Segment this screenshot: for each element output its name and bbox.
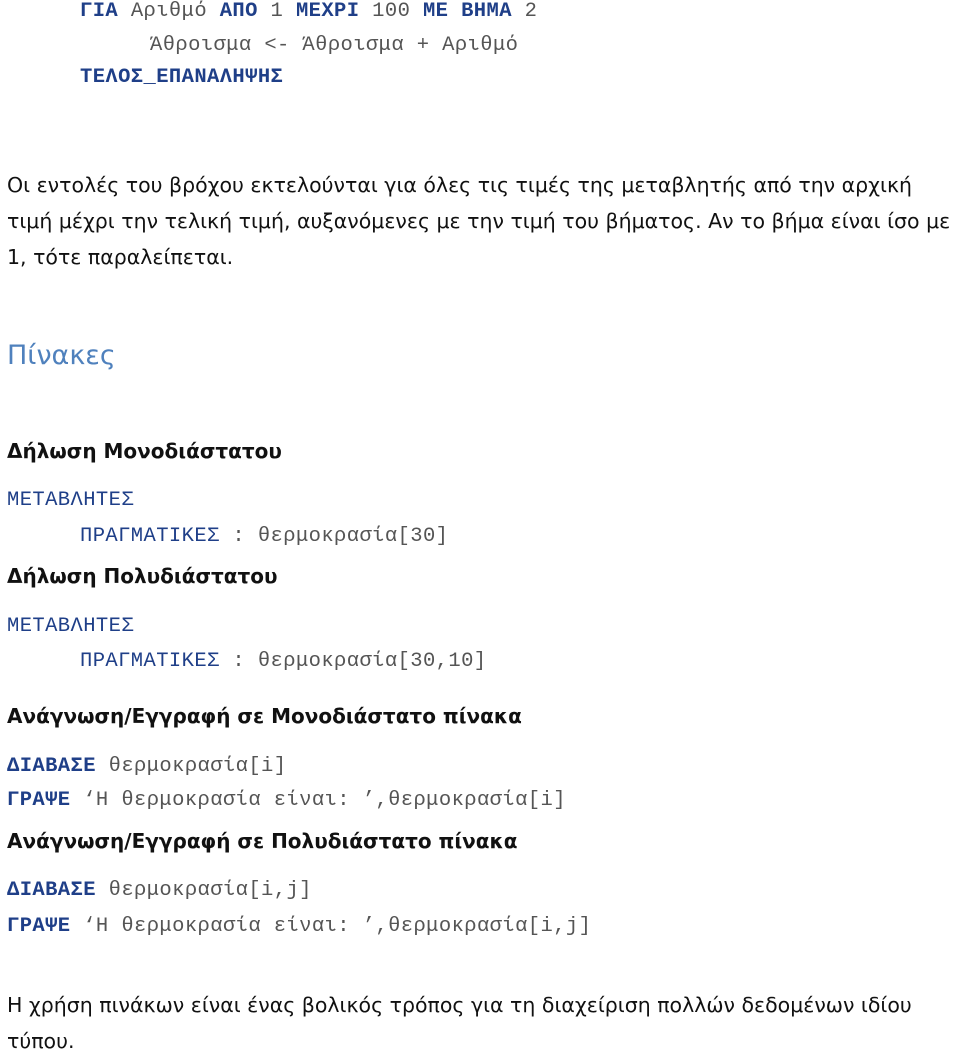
closing-paragraph: Η χρήση πινάκων είναι ένας βολικός τρόπος για τη διαχείριση πολλών δεδομένων ιδίου τύπου. [7,993,912,1053]
decl-1d-vars-keyword: ΜΕΤΑΒΛΗΤΕΣ [7,489,135,512]
io-1d-heading: Ανάγνωση/Εγγραφή σε Μονοδιάστατο πίνακα [7,704,522,728]
io-2d-read-arg: θερμοκρασία[i,j] [95,879,312,902]
decl-2d-declaration: : θερμοκρασία[30,10] [219,650,487,673]
arrays-heading: Πίνακες [7,340,116,371]
decl-2d-heading: Δήλωση Πολυδιάστατου [7,564,278,588]
io-2d-read-line [7,879,312,902]
decl-2d-type-keyword: ΠΡΑΓΜΑΤΙΚΕΣ [80,650,220,673]
io-2d-heading: Ανάγνωση/Εγγραφή σε Πολυδιάστατο πίνακα [7,829,518,853]
loop-description: Οι εντολές του βρόχου εκτελούνται για όλες τις τιμές της μεταβλητής από την αρχική τιμή μέχρι την τελική τιμή, αυξανόμενες με την τιμή του βήματος. Αν το βήμα είναι ίσο με 1, τότε παραλείπεται. [7,173,951,269]
loop-variable: Αριθμό [130,0,208,23]
keyword-for: ΓΙΑ [80,0,119,23]
decl-1d-declaration: : θερμοκρασία[30] [219,525,449,548]
io-2d-read-keyword: ΔΙΑΒΑΣΕ [7,879,96,902]
io-2d-write-line [7,915,591,938]
decl-1d-heading: Δήλωση Μονοδιάστατου [7,439,282,463]
keyword-from: ΑΠΟ [219,0,258,23]
io-1d-read-arg: θερμοκρασία[i] [95,755,287,778]
loop-end-keyword: ΤΕΛΟΣ_ΕΠΑΝΑΛΗΨΗΣ [80,66,284,89]
loop-line-1 [80,0,537,23]
decl-1d-line [80,525,448,548]
io-1d-write-line [7,789,566,812]
io-1d-write-arg: ‘Η θερμοκρασία είναι: ’,θερμοκρασία[i] [70,789,566,812]
decl-1d-type-keyword: ΠΡΑΓΜΑΤΙΚΕΣ [80,525,220,548]
io-1d-write-keyword: ΓΡΑΨΕ [7,789,71,812]
keyword-step: ΜΕ ΒΗΜΑ [422,0,512,23]
loop-to-value: 100 [372,0,411,23]
decl-2d-line [80,650,486,673]
io-2d-write-arg: ‘Η θερμοκρασία είναι: ’,θερμοκρασία[i,j] [70,915,592,938]
keyword-to: ΜΕΧΡΙ [295,0,360,23]
loop-from-value: 1 [270,0,284,23]
io-2d-write-keyword: ΓΡΑΨΕ [7,915,71,938]
io-1d-read-line [7,755,286,778]
loop-step-value: 2 [524,0,538,23]
decl-2d-vars-keyword: ΜΕΤΑΒΛΗΤΕΣ [7,615,135,638]
io-1d-read-keyword: ΔΙΑΒΑΣΕ [7,755,96,778]
loop-line-2: Άθροισμα <- Άθροισμα + Αριθμό [150,34,519,57]
